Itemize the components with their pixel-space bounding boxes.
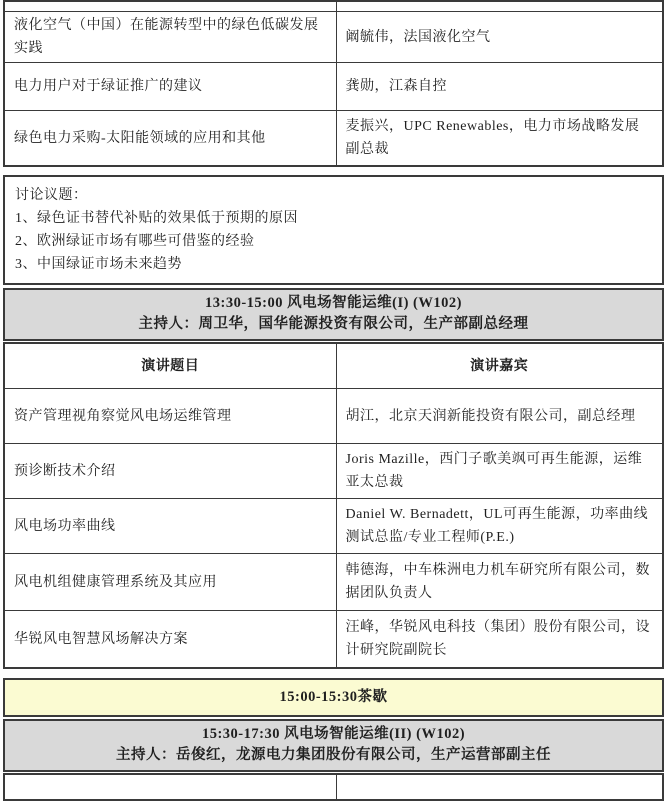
green-cert-talks-table [3,0,664,167]
speaker-cell: 龚勋，江森自控 [336,63,663,111]
session-header-wind-2 [3,719,664,772]
session-time-title: 15:30-17:30 风电场智能运维(II) (W102) [201,726,466,742]
table-header-row [4,343,663,389]
table-row [4,111,663,167]
talk-title-cell: 风电机组健康管理系统及其应用 [4,554,336,611]
speaker-cell: 韩德海，中车株洲电力机车研究所有限公司，数据团队负责人 [336,554,663,611]
cutoff-speaker-cell [336,774,663,800]
speaker-cell: Joris Mazille，西门子歌美飒可再生能源，运维亚太总裁 [336,444,663,499]
cutoff-topic-cell [4,1,336,12]
talk-title-cell: 风电场功率曲线 [4,499,336,554]
session-header-wind-1 [3,288,664,341]
table-row-cutoff [4,774,663,800]
tea-break-label: 15:00-15:30茶歇 [279,689,388,705]
session-time-title: 13:30-15:00 风电场智能运维(I) (W102) [205,295,462,311]
discussion-title: 讨论议题： [15,188,88,203]
table-row [4,12,663,63]
cutoff-speaker-cell [336,1,663,12]
talk-title-cell: 绿色电力采购-太阳能领域的应用和其他 [4,111,336,167]
table-row [4,611,663,669]
speaker-cell: Daniel W. Bernadett，UL可再生能源，功率曲线测试总监/专业工程师(P.E.) [336,499,663,554]
table-row [4,389,663,444]
speaker-cell: 汪峰，华锐风电科技（集团）股份有限公司，设计研究院副院长 [336,611,663,669]
table-row [4,444,663,499]
column-header-speaker: 演讲嘉宾 [336,343,663,389]
column-header-topic: 演讲题目 [4,343,336,389]
table-row [4,499,663,554]
discussion-item: 3、中国绿证市场未来趋势 [15,257,182,272]
speaker-cell: 麦振兴，UPC Renewables，电力市场战略发展副总裁 [336,111,663,167]
talk-title-cell: 预诊断技术介绍 [4,444,336,499]
discussion-topics-box [3,175,664,285]
table-row [4,63,663,111]
tea-break-band [3,678,664,717]
table-row-cutoff [4,1,663,12]
session-moderator: 主持人：岳俊红，龙源电力集团股份有限公司，生产运营部副主任 [116,747,551,763]
talk-title-cell: 电力用户对于绿证推广的建议 [4,63,336,111]
cutoff-topic-cell [4,774,336,800]
discussion-item: 1、绿色证书替代补贴的效果低于预期的原因 [15,211,298,226]
table-row [4,554,663,611]
wind-2-talks-table-cutoff [3,773,664,801]
session-moderator: 主持人：周卫华，国华能源投资有限公司，生产部副总经理 [138,316,529,332]
speaker-cell: 胡江，北京天润新能投资有限公司，副总经理 [336,389,663,444]
speaker-cell: 阚毓伟，法国液化空气 [336,12,663,63]
talk-title-cell: 华锐风电智慧风场解决方案 [4,611,336,669]
talk-title-cell: 液化空气（中国）在能源转型中的绿色低碳发展实践 [4,12,336,63]
wind-1-talks-table [3,342,664,669]
talk-title-cell: 资产管理视角察觉风电场运维管理 [4,389,336,444]
discussion-item: 2、欧洲绿证市场有哪些可借鉴的经验 [15,234,255,249]
